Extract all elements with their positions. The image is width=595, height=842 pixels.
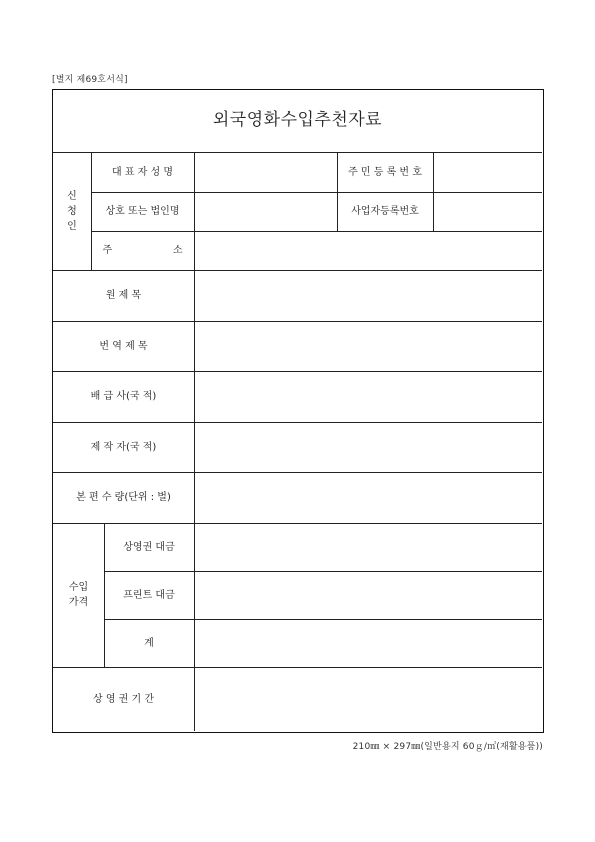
company-name-field[interactable] bbox=[194, 192, 337, 231]
form-number-label: [별지 제69호서식] bbox=[52, 75, 128, 85]
address-field[interactable] bbox=[194, 231, 542, 270]
resident-no-field[interactable] bbox=[433, 152, 542, 192]
applicant-char-1: 신 bbox=[67, 190, 77, 202]
rep-name-label: 대 표 자 성 명 bbox=[111, 166, 173, 178]
screening-period-label: 상 영 권 기 간 bbox=[92, 693, 154, 705]
total-field[interactable] bbox=[194, 619, 542, 667]
applicant-group-label bbox=[53, 152, 91, 270]
reel-count-label: 본 편 수 량(단위 : 벌) bbox=[76, 492, 171, 503]
form-title: 외국영화수입추천자료 bbox=[212, 110, 383, 131]
screening-rights-field[interactable] bbox=[194, 523, 542, 571]
producer-field[interactable] bbox=[194, 422, 542, 472]
business-no-field[interactable] bbox=[433, 192, 542, 231]
divider bbox=[194, 270, 195, 731]
distributor-field[interactable] bbox=[194, 371, 542, 422]
screening-period-field[interactable] bbox=[194, 667, 542, 731]
print-cost-label: 프린트 대금 bbox=[123, 589, 175, 601]
translated-title-field[interactable] bbox=[194, 321, 542, 371]
divider bbox=[337, 152, 338, 231]
applicant-char-2: 청 bbox=[67, 205, 77, 217]
producer-label: 제 작 자(국 적) bbox=[90, 441, 157, 453]
paper-spec-footer: 210㎜ × 297㎜(일반용지 60ｇ/㎡(재활용품)) bbox=[352, 742, 543, 752]
divider bbox=[433, 152, 434, 231]
import-price-char-1: 수입 bbox=[68, 582, 89, 593]
business-no-label: 사업자등록번호 bbox=[351, 206, 419, 217]
applicant-char-3: 인 bbox=[67, 220, 77, 232]
rep-name-field[interactable] bbox=[194, 152, 337, 192]
original-title-label: 원 제 목 bbox=[105, 290, 142, 301]
import-price-char-2: 가격 bbox=[68, 597, 89, 608]
reel-count-field[interactable] bbox=[194, 472, 542, 523]
print-cost-field[interactable] bbox=[194, 571, 542, 619]
import-price-group-label bbox=[53, 523, 104, 667]
company-name-label: 상호 또는 법인명 bbox=[105, 206, 180, 217]
divider bbox=[194, 152, 195, 270]
address-label-left: 주 bbox=[102, 245, 113, 256]
distributor-label: 배 급 사(국 적) bbox=[90, 391, 157, 402]
resident-no-label: 주 민 등 록 번 호 bbox=[348, 166, 422, 178]
address-label bbox=[91, 231, 194, 270]
address-label-right: 소 bbox=[172, 245, 183, 256]
total-label: 계 bbox=[144, 637, 154, 649]
form-table bbox=[52, 89, 544, 733]
screening-rights-label: 상영권 대금 bbox=[123, 541, 175, 553]
translated-title-label: 번 역 제 목 bbox=[99, 340, 148, 352]
original-title-field[interactable] bbox=[194, 270, 542, 321]
